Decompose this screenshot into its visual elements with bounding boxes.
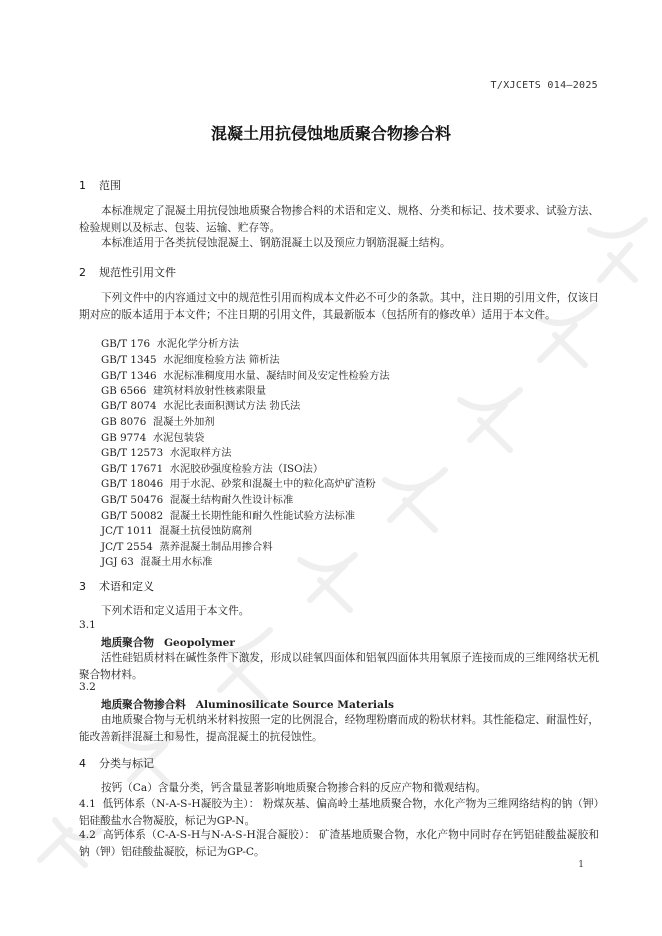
scope-paragraph-1: 本标准规定了混凝土用抗侵蚀地质聚合物掺合料的术语和定义、规格、分类和标记、技术要求、试验方法、检验规则以及标志、包装、运输、贮存等。 [79,205,599,234]
reference-item [101,335,239,350]
reference-item [101,351,280,366]
item-text: 高钙体系（C-A-S-H与N-A-S-H混合凝胶）： 矿渣基地质聚合物，水化产物中同时存在钙铝硅酸盐凝胶和钠（钾）铝硅酸盐凝胶，标记为GP-C。 [79,829,599,858]
term-definition: 由地质聚合物与无机纳米材料按照一定的比例混合，经物理粉磨而成的粉状材料。其性能稳定、耐温性好，能改善新拌混凝土和易性，提高混凝土的抗侵蚀性。 [79,714,599,743]
term-cn: 地质聚合物 [101,637,154,649]
reference-item [101,491,293,506]
reference-code: GB 9774 [101,432,147,444]
reference-title: 混凝土外加剂 [152,416,215,428]
section-number: 2 [79,266,86,279]
reference-code: GB/T 1345 [101,354,157,366]
reference-title: 混凝土抗侵蚀防腐剂 [159,525,253,537]
reference-title: 混凝土结构耐久性设计标准 [169,494,294,506]
reference-code: JC/T 1011 [101,525,153,537]
reference-title: 水泥细度检验方法 筛析法 [163,354,280,366]
classification-intro: 按钙（Ca）含量分类，钙含量显著影响地质聚合物掺合料的反应产物和微观结构。 [101,782,487,794]
reference-item [101,397,300,412]
reference-code: GB/T 18046 [101,478,164,490]
item-text: 低钙体系（N-A-S-H凝胶为主）： 粉煤灰基、偏高岭土基地质聚合物，水化产物为三维网络结构的钠（钾）铝硅酸盐水合物凝胶，标记为GP-N。 [79,798,599,827]
reference-title: 水泥比表面积测试方法 勃氏法 [163,400,301,412]
term-en: Aluminosilicate Source Materials [195,699,394,711]
term-cn: 地质聚合物掺合料 [101,699,186,711]
reference-item [101,413,215,428]
term-en: Geopolymer [163,637,236,649]
section-number: 1 [79,179,86,192]
section-2-heading [79,264,176,280]
reference-title: 混凝土用水标准 [140,556,213,568]
reference-title: 蒸养混凝土制品用掺合料 [159,541,273,553]
term-number: 3.1 [79,619,96,631]
reference-code: GB 8076 [101,416,147,428]
classification-item [79,796,599,830]
reference-code: GB/T 12573 [101,447,164,459]
reference-title: 混凝土长期性能和耐久性能试验方法标准 [169,510,356,522]
reference-item [101,538,273,553]
reference-item [101,444,232,459]
reference-item [101,475,376,490]
scope-paragraph-2: 本标准适用于各类抗侵蚀混凝土、钢筋混凝土以及预应力钢筋混凝土结构。 [101,237,451,249]
references-intro: 下列文件中的内容通过文中的规范性引用而构成本文件必不可少的条款。其中，注日期的引用文件，仅该日期对应的版本适用于本文件；不注日期的引用文件，其最新版本（包括所有的修改单）适用于本文件。 [79,292,599,321]
term-heading [101,635,235,650]
section-title: 规范性引用文件 [99,266,176,279]
reference-title: 水泥化学分析方法 [156,338,239,350]
document-title: 混凝土用抗侵蚀地质聚合物掺合料 [210,124,451,143]
standard-number: T/XJCETS 014—2025 [490,80,598,91]
section-number: 4 [79,757,86,770]
reference-code: GB 6566 [101,385,147,397]
reference-code: GB/T 50082 [101,510,164,522]
item-number: 4.1 [79,798,96,810]
reference-title: 水泥胶砂强度检验方法（ISO法） [169,463,324,475]
reference-item [101,507,355,522]
section-title: 范围 [99,179,121,192]
reference-code: GB/T 8074 [101,400,157,412]
reference-title: 建筑材料放射性核素限量 [152,385,267,397]
reference-item [101,553,212,568]
item-number: 4.2 [79,829,96,841]
reference-title: 水泥包装袋 [152,432,205,444]
reference-code: GB/T 1346 [101,370,157,382]
reference-code: GB/T 176 [101,338,151,350]
reference-code: GB/T 50476 [101,494,164,506]
section-title: 术语和定义 [99,580,154,593]
reference-code: GB/T 17671 [101,463,164,475]
reference-title: 水泥标准稠度用水量、凝结时间及安定性检验方法 [163,370,390,382]
reference-title: 用于水泥、砂浆和混凝土中的粒化高炉矿渣粉 [169,478,376,490]
section-1-heading [79,177,121,193]
term-definition: 活性硅铝质材料在碱性条件下激发，形成以硅氧四面体和铝氧四面体共用氧原子连接而成的三维网络状无机聚合物材料。 [79,652,599,681]
reference-item [101,382,266,397]
section-number: 3 [79,580,86,593]
reference-item [101,367,390,382]
classification-item [79,827,599,861]
section-title: 分类与标记 [99,757,154,770]
section-4-heading [79,755,154,771]
terms-intro: 下列术语和定义适用于本文件。 [101,605,250,617]
page-number: 1 [578,860,584,870]
reference-title: 水泥取样方法 [169,447,232,459]
reference-code: JC/T 2554 [101,541,153,553]
reference-code: JGJ 63 [101,556,134,568]
section-3-heading [79,578,154,594]
term-heading [101,697,394,712]
term-number: 3.2 [79,681,96,693]
reference-item [101,460,323,475]
reference-item [101,522,252,537]
reference-item [101,429,204,444]
